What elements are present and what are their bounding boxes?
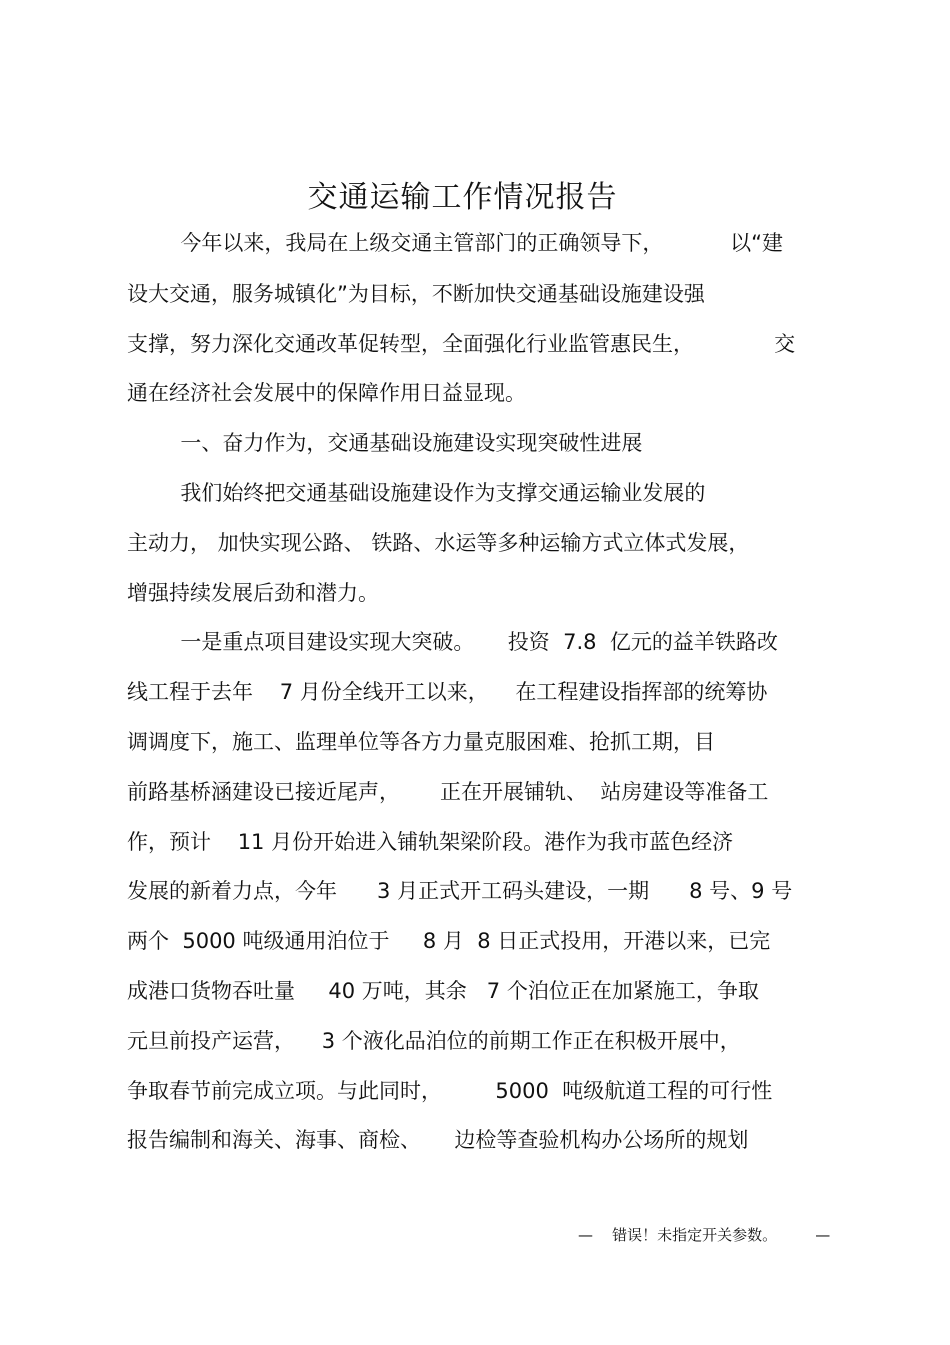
paragraph-line: 报告编制和海关、海事、商检、 边检等查验机构办公场所的规划 <box>127 1128 749 1152</box>
paragraph-line: 争取春节前完成立项。与此同时， 5000 吨级航道工程的可行性 <box>127 1079 773 1103</box>
paragraph-line: 发展的新着力点，今年 3 月正式开工码头建设，一期 8 号、9 号 <box>127 879 793 903</box>
paragraph-line: 主动力， 加快实现公路、 铁路、水运等多种运输方式立体式发展， <box>127 531 750 555</box>
paragraph-line: 两个 5000 吨级通用泊位于 8 月 8 日正式投用，开港以来，已完 <box>127 929 771 953</box>
page-footer: — 错误！未指定开关参数。 — <box>578 1226 831 1244</box>
paragraph-line: 通在经济社会发展中的保障作用日益显现。 <box>127 381 526 405</box>
paragraph-line: 前路基桥涵建设已接近尾声， 正在开展铺轨、 站房建设等准备工 <box>127 780 769 804</box>
paragraph-line: 今年以来，我局在上级交通主管部门的正确领导下， 以“建 <box>127 231 784 255</box>
paragraph-line: 线工程于去年 7 月份全线开工以来， 在工程建设指挥部的统筹协 <box>127 680 768 704</box>
paragraph-line: 设大交通，服务城镇化”为目标，不断加快交通基础设施建设强 <box>127 282 705 306</box>
paragraph-line: 增强持续发展后劲和潜力。 <box>127 581 379 605</box>
paragraph-line: 作，预计 11 月份开始进入铺轨架梁阶段。港作为我市蓝色经济 <box>127 830 734 854</box>
paragraph-line: 调调度下，施工、监理单位等各方力量克服困难、抢抓工期，目 <box>127 730 715 754</box>
section-heading: 一、奋力作为，交通基础设施建设实现突破性进展 <box>127 431 643 455</box>
paragraph-line: 支撑，努力深化交通改革促转型，全面强化行业监管惠民生， 交 <box>127 332 796 356</box>
paragraph-line: 成港口货物吞吐量 40 万吨，其余 7 个泊位正在加紧施工，争取 <box>127 979 759 1003</box>
paragraph-line: 我们始终把交通基础设施建设作为支撑交通运输业发展的 <box>127 481 706 505</box>
document-title: 交通运输工作情况报告 <box>307 180 618 215</box>
paragraph-line: 一是重点项目建设实现大突破。 投资 7.8 亿元的益羊铁路改 <box>127 630 778 654</box>
paragraph-line: 元旦前投产运营， 3 个液化品泊位的前期工作正在积极开展中， <box>127 1029 741 1053</box>
